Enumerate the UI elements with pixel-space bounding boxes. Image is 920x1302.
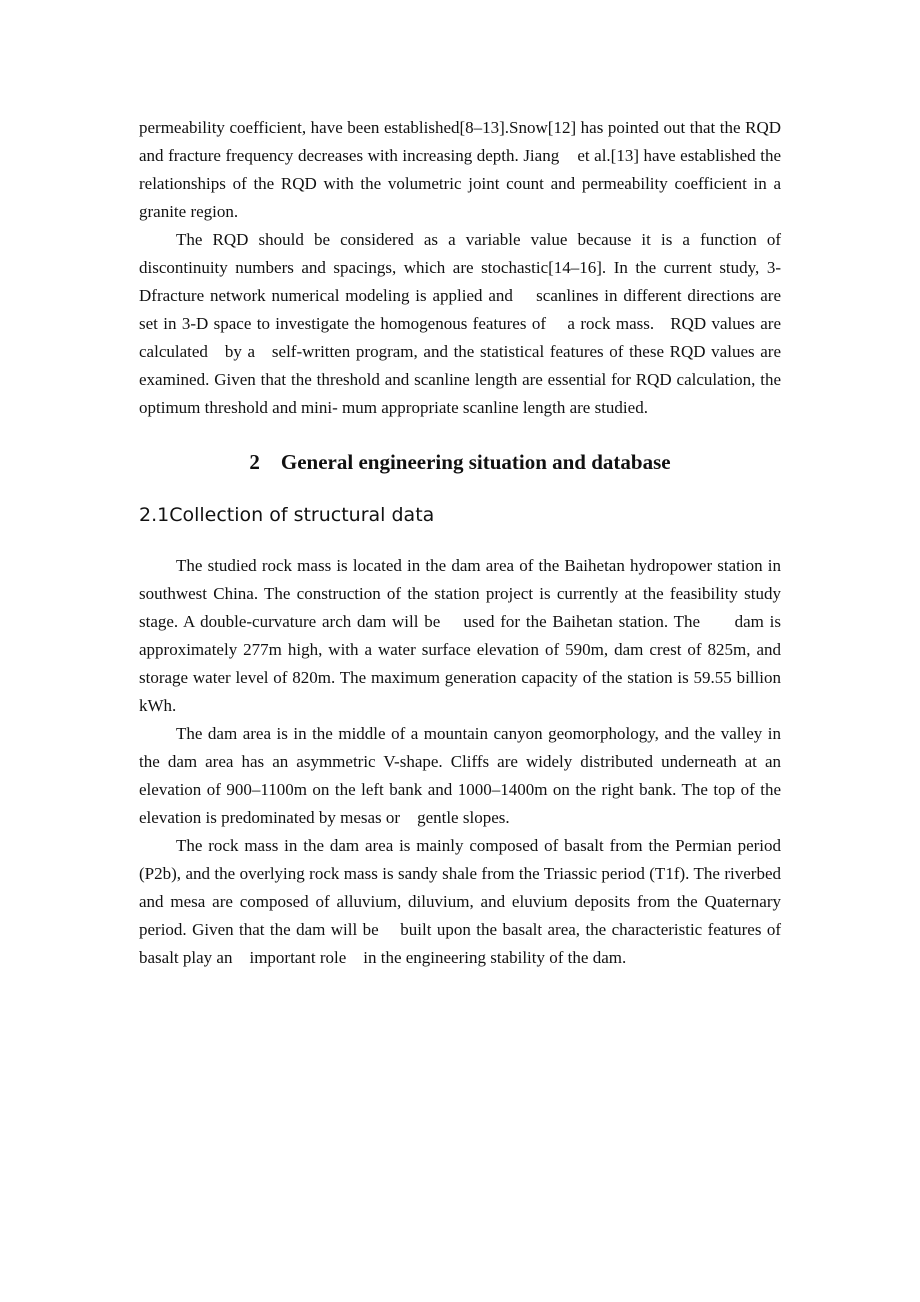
body-paragraph: The dam area is in the middle of a mountain canyon geomorphology, and the valley in the dam area has an asymmetric V-shape. Cliffs are widely distributed underneath at an elevation of 900–1100m on the left bank and 1000–1400m on the right bank. The top of the elevation is predominated by mesas or gentle slopes.: [139, 724, 786, 827]
document-page: [139, 114, 794, 972]
body-paragraph: The RQD should be considered as a variable value because it is a function of discontinuity numbers and spacings, which are stochastic[14–16]. In the current study, 3-Dfracture network numerical modeling is applied and scanlines in different directions are set in 3-D space to investigate the homogenous features of a rock mass. RQD values are calculated by a self-written program, and the statistical features of these RQD values are examined. Given that the threshold and scanline length are essential for RQD calculation, the optimum threshold and mini- mum appropriate scanline length are studied.: [139, 230, 794, 417]
body-paragraph: permeability coefficient, have been established[8–13].Snow[12] has pointed out that the RQD and fracture frequency decreases with increasing depth. Jiang et al.[13] have established the relationships of the RQD with the volumetric joint count and permeability coefficient in a granite region.: [139, 118, 786, 221]
body-paragraph: The rock mass in the dam area is mainly composed of basalt from the Permian period (P2b), and the overlying rock mass is sandy shale from the Triassic period (T1f). The riverbed and mesa are composed of alluvium, diluvium, and eluvium deposits from the Quaternary period. Given that the dam will be built upon the basalt area, the characteristic features of basalt play an important role in the engineering stability of the dam.: [139, 836, 786, 967]
section-heading: 2 General engineering situation and database: [249, 450, 671, 474]
body-paragraph: The studied rock mass is located in the dam area of the Baihetan hydropower station in southwest China. The construction of the station project is currently at the feasibility study stage. A double-curvature arch dam will be used for the Baihetan station. The dam is approximately 277m high, with a water surface elevation of 590m, dam crest of 825m, and storage water level of 820m. The maximum generation capacity of the station is 59.55 billion kWh.: [139, 556, 786, 715]
subsection-heading: 2.1Collection of structural data: [139, 504, 435, 526]
